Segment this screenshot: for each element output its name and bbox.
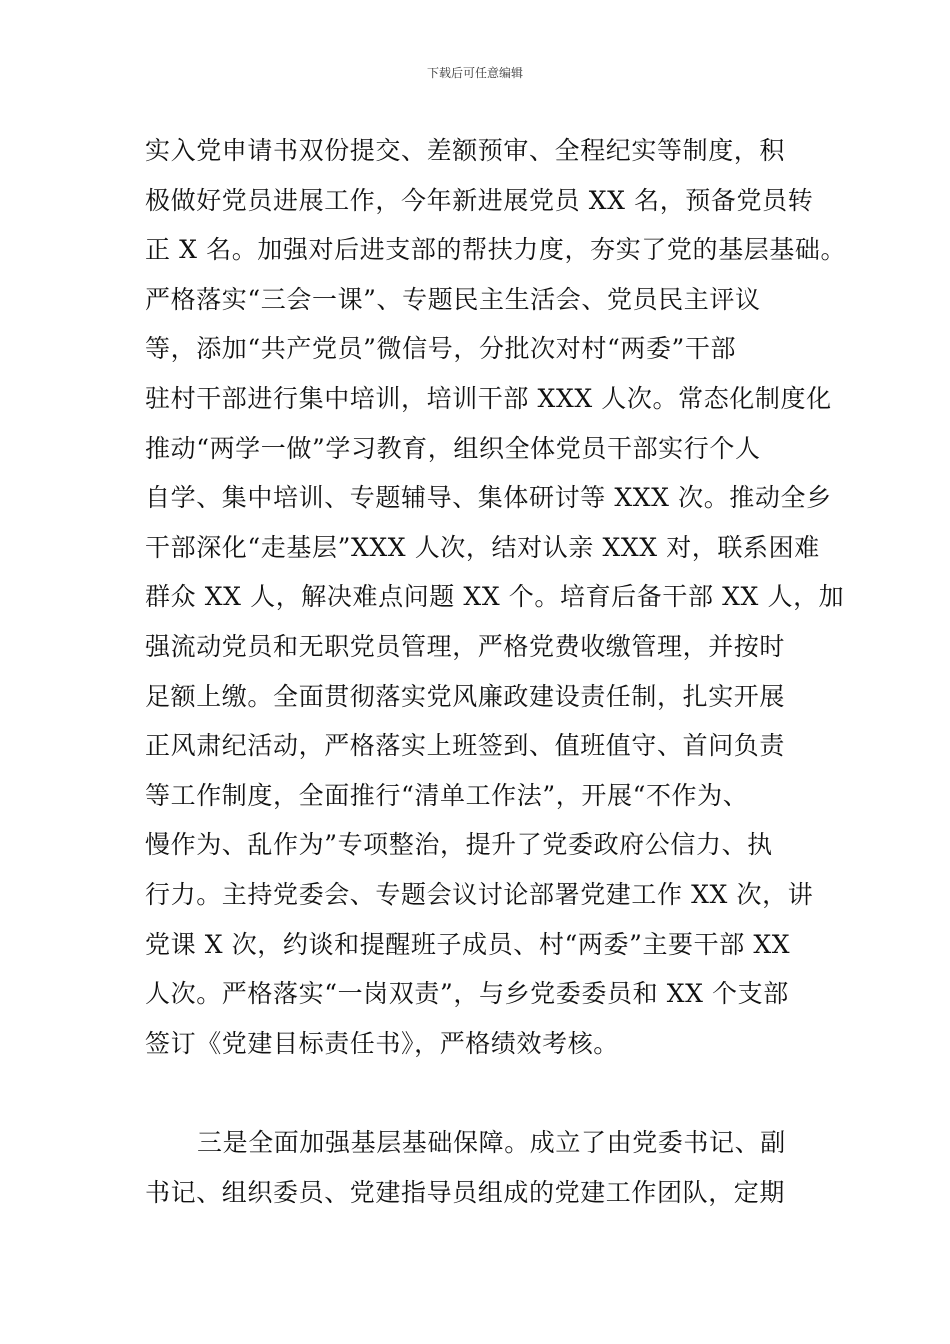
paragraph-line: 极做好党员进展工作，今年新进展党员 XX 名，预备党员转 — [145, 185, 814, 215]
paragraph-line: 三是全面加强基层基础保障。成立了由党委书记、副 — [197, 1128, 786, 1158]
paragraph-line: 党课 X 次，约谈和提醒班子成员、村“两委”主要干部 XX — [145, 929, 791, 959]
paragraph-line: 书记、组织委员、党建指导员组成的党建工作团队，定期 — [145, 1177, 786, 1207]
document-body — [145, 126, 847, 1217]
paragraph-line: 严格落实“三会一课”、专题民主生活会、党员民主评议 — [145, 284, 761, 314]
paragraph-line: 正风肃纪活动，严格落实上班签到、值班值守、首问负责 — [145, 731, 786, 761]
paragraph-line: 干部深化“走基层”XXX 人次，结对认亲 XXX 对，联系困难 — [145, 532, 820, 562]
paragraph-1 — [145, 126, 847, 1068]
paragraph-line: 人次。严格落实“一岗双责”，与乡党委委员和 XX 个支部 — [145, 979, 789, 1009]
paragraph-line: 行力。主持党委会、专题会议讨论部署党建工作 XX 次，讲 — [145, 879, 814, 909]
paragraph-line: 强流动党员和无职党员管理，严格党费收缴管理，并按时 — [145, 631, 786, 661]
paragraph-line: 等，添加“共产党员”微信号，分批次对村“两委”干部 — [145, 334, 737, 364]
paragraph-line: 慢作为、乱作为”专项整治，提升了党委政府公信力、执 — [145, 830, 773, 860]
paragraph-2 — [145, 1118, 825, 1217]
paragraph-line: 等工作制度，全面推行“清单工作法”，开展“不作为、 — [145, 780, 749, 810]
paragraph-line: 群众 XX 人，解决难点问题 XX 个。培育后备干部 XX 人，加 — [145, 582, 845, 612]
paragraph-line: 足额上缴。全面贯彻落实党风廉政建设责任制，扎实开展 — [145, 681, 786, 711]
paragraph-line: 自学、集中培训、专题辅导、集体研讨等 XXX 次。推动全乡 — [145, 483, 832, 513]
paragraph-line: 实入党申请书双份提交、差额预审、全程纪实等制度，积 — [145, 136, 786, 165]
paragraph-line: 签订《党建目标责任书》，严格绩效考核。 — [145, 1028, 619, 1058]
page-header-note: 下载后可任意编辑 — [426, 66, 523, 80]
paragraph-line: 推动“两学一做”学习教育，组织全体党员干部实行个人 — [145, 433, 761, 463]
paragraph-spacer — [145, 1068, 825, 1118]
paragraph-line: 驻村干部进行集中培训，培训干部 XXX 人次。常态化制度化 — [145, 383, 832, 413]
paragraph-line: 正 X 名。加强对后进支部的帮扶力度，夯实了党的基层基础。 — [145, 235, 847, 265]
